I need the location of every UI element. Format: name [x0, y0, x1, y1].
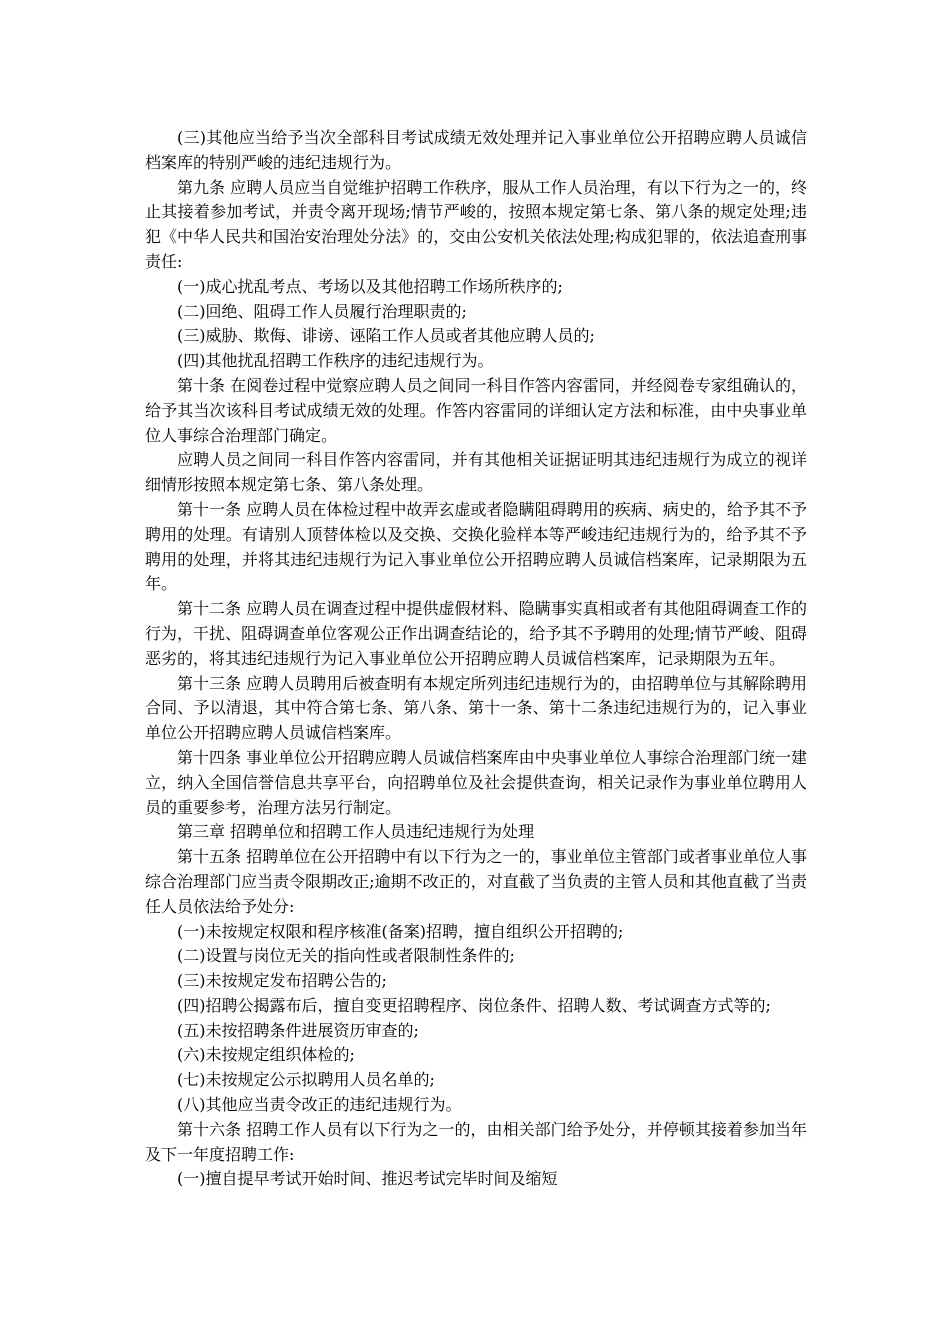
paragraph: 第十条 在阅卷过程中觉察应聘人员之间同一科目作答内容雷同，并经阅卷专家组确认的，给予其当次该科目考试成绩无效的处理。作答内容雷同的详细认定方法和标准，由中央事业单位人事综合治理部门确定。 — [145, 375, 807, 445]
list-item: (三)未按规定发布招聘公告的; — [177, 971, 387, 991]
paragraph: 第十一条 应聘人员在体检过程中故弄玄虚或者隐瞒阻碍聘用的疾病、病史的，给予其不予聘用的处理。有请别人顶替体检以及交换、交换化验样本等严峻违纪违规行为的，给予其不予聘用的处理，并将其违纪违规行为记入事业单位公开招聘应聘人员诚信档案库，记录期限为五年。 — [145, 499, 807, 594]
paragraph: 第九条 应聘人员应当自觉维护招聘工作秩序，服从工作人员治理，有以下行为之一的，终止其接着参加考试，并责令离开现场;情节严峻的，按照本规定第七条、第八条的规定处理;违犯《中华人民共和国治安治理处分法》的，交由公安机关依法处理;构成犯罪的，依法追查刑事责任: — [145, 177, 807, 271]
paragraph: (三)其他应当给予当次全部科目考试成绩无效处理并记入事业单位公开招聘应聘人员诚信档案库的特别严峻的违纪违规行为。 — [145, 128, 807, 172]
list-item: (四)招聘公揭露布后，擅自变更招聘程序、岗位条件、招聘人数、考试调查方式等的; — [177, 995, 771, 1015]
list-item: (三)威胁、欺侮、诽谤、诬陷工作人员或者其他应聘人员的; — [177, 326, 595, 346]
paragraph: 第十四条 事业单位公开招聘应聘人员诚信档案库由中央事业单位人事综合治理部门统一建立，纳入全国信誉信息共享平台，向招聘单位及社会提供查询，相关记录作为事业单位聘用人员的重要参考，治理方法另行制定。 — [145, 747, 807, 817]
paragraph: 第十三条 应聘人员聘用后被查明有本规定所列违纪违规行为的，由招聘单位与其解除聘用合同、予以清退，其中符合第七条、第八条、第十一条、第十二条违纪违规行为的，记入事业单位公开招聘应聘人员诚信档案库。 — [145, 673, 807, 743]
list-item: (四)其他扰乱招聘工作秩序的违纪违规行为。 — [177, 351, 494, 371]
list-item: (八)其他应当责令改正的违纪违规行为。 — [177, 1095, 462, 1115]
paragraph: 应聘人员之间同一科目作答内容雷同，并有其他相关证据证明其违纪违规行为成立的视详细情形按照本规定第七条、第八条处理。 — [145, 450, 807, 495]
paragraph: 第十二条 应聘人员在调查过程中提供虚假材料、隐瞒事实真相或者有其他阻碍调查工作的行为，干扰、阻碍调查单位客观公正作出调查结论的，给予其不予聘用的处理;情节严峻、阻碍恶劣的，将其违纪违规行为记入事业单位公开招聘应聘人员诚信档案库，记录期限为五年。 — [145, 599, 807, 668]
list-item: (一)成心扰乱考点、考场以及其他招聘工作场所秩序的; — [177, 276, 563, 296]
list-item: (二)设置与岗位无关的指向性或者限制性条件的; — [177, 946, 515, 966]
list-item: (二)回绝、阻碍工作人员履行治理职责的; — [177, 301, 467, 321]
paragraph: 第十六条 招聘工作人员有以下行为之一的，由相关部门给予处分，并停顿其接着参加当年及下一年度招聘工作: — [145, 1119, 807, 1164]
list-item: (一)未按规定权限和程序核准(备案)招聘，擅自组织公开招聘的; — [177, 921, 624, 941]
list-item: (六)未按规定组织体检的; — [177, 1045, 355, 1065]
paragraph: 第十五条 招聘单位在公开招聘中有以下行为之一的，事业单位主管部门或者事业单位人事综合治理部门应当责令限期改正;逾期不改正的，对直截了当负责的主管人员和其他直截了当责任人员依法给予处分: — [145, 847, 807, 916]
list-item: (五)未按招聘条件进展资历审查的; — [177, 1020, 419, 1040]
document-body — [145, 126, 807, 1192]
list-item: (一)擅自提早考试开始时间、推迟考试完毕时间及缩短 — [177, 1169, 558, 1189]
chapter-heading: 第三章 招聘单位和招聘工作人员违纪违规行为处理 — [177, 822, 535, 842]
list-item: (七)未按规定公示拟聘用人员名单的; — [177, 1070, 435, 1090]
